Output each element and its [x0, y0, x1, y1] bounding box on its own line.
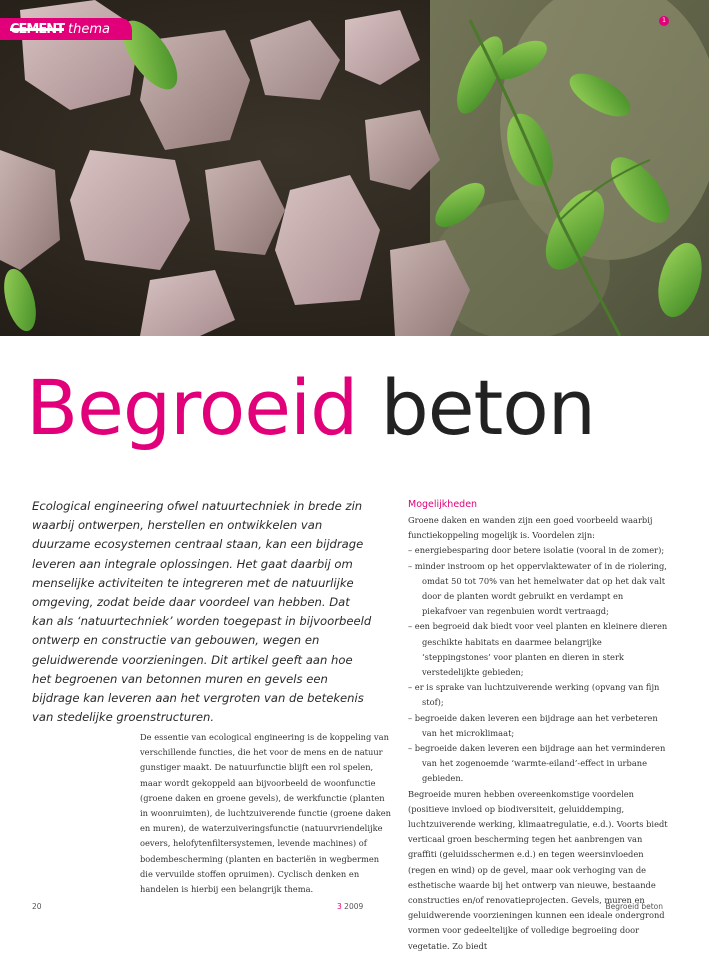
running-title: Begroeid beton — [605, 902, 663, 911]
right-intro: Groene daken en wanden zijn een goed voorbeeld waarbij functiekoppeling mogelijk is. Voordelen zijn: — [408, 515, 653, 541]
page-number: 20 — [32, 902, 42, 911]
section-heading: Mogelijkheden — [408, 499, 478, 510]
right-column — [408, 497, 670, 954]
intro-paragraph: Ecological engineering ofwel natuurtechniek in brede zin waarbij ontwerpen, herstellen en ontwikkelen van duurzame ecosystemen centraal staan, kan een bijdrage leveren aan integrale oplossingen. Het gaat daarbij om menselijke activiteiten te integreren met de natuurlijke omgeving, zodat beide daar voordeel van hebben. Dat kan als ‘natuurtechniek’ worden toegepast in bijvoorbeeld ontwerp en constructie van gebouwen, wegen en geluidwerende voorzieningen. Dit artikel geeft aan hoe het begroenen van betonnen muren en gevels een bijdrage kan leveren aan het vergroten van de betekenis van stedelijke groenstructuren. — [32, 499, 372, 725]
title-part-2: beton — [380, 363, 595, 452]
section-label: thema — [68, 21, 110, 37]
list-item: – er is sprake van luchtzuiverende werking (opvang van fijn stof); — [408, 680, 670, 710]
title-part-1: Begroeid — [26, 363, 358, 452]
section-tag — [0, 18, 132, 40]
brand-logo: CEMENT — [10, 21, 64, 37]
issue-label — [337, 902, 363, 911]
issue-year: 2009 — [344, 902, 364, 911]
page-marker: 1 — [659, 16, 669, 26]
article-title — [26, 360, 595, 456]
hero-photo-illustration — [0, 0, 709, 336]
list-item: – begroeide daken leveren een bijdrage aan het verminderen van het zogenoemde ‘warmte-eiland’-effect in urbane gebieden. — [408, 741, 670, 787]
body-paragraph: De essentie van ecological engineering is de koppeling van verschillende functies, die het voor de mens en de natuur gunstiger maakt. De natuurfunctie blijft een rol spelen, maar wordt gekoppeld aan bijvoorbeeld de woonfunctie (groene daken en groene gevels), de werkfunctie (planten in woonruimten), de luchtzuiverende functie (groene daken en muren), de waterzuiveringsfunctie (natuurvriendelijke oevers, helofytenfiltersystemen, levende machines) of bodembescherming (planten en bacteriën in wegbermen die vervuilde stoffen opruimen). Cyclisch denken en handelen is hierbij een belangrijk thema. — [140, 732, 392, 895]
list-item: – minder instroom op het oppervlaktewater of in de riolering, omdat 50 tot 70% van het hemelwater dat op het dak valt door de planten wordt gebruikt en verdampt en piekafvoer van regenbuien wordt vertraagd; — [408, 559, 670, 620]
list-item: – begroeide daken leveren een bijdrage aan het verbeteren van het microklimaat; — [408, 711, 670, 741]
list-item: – energiebesparing door betere isolatie (vooral in de zomer); — [408, 543, 670, 558]
benefits-list — [408, 543, 670, 786]
hero-photo — [0, 0, 709, 336]
issue-number: 3 — [337, 902, 342, 911]
right-closing: Begroeide muren hebben overeenkomstige voordelen (positieve invloed op biodiversiteit, geluiddemping, luchtzuiverende werking, klimaatregulatie, e.d.). Voorts biedt verticaal groen bescherming tegen het aanbrengen van graffiti (geluidsschermen e.d.) en tegen weersinvloeden (regen en wind) op de gevel, maar ook verhoging van de esthetische waarde bij het ontwerp van nieuwe, bestaande constructies en/of renovatieprojecten. Gevels, muren en geluidwerende voorzieningen kunnen een ideale ondergrond vormen voor gedeeltelijke of volledige begroeiing door vegetatie. Zo biedt — [408, 788, 668, 951]
list-item: – een begroeid dak biedt voor veel planten en kleinere dieren geschikte habitats en daarmee belangrijke ‘steppingstones’ voor planten en dieren in sterk verstedelijkte gebieden; — [408, 619, 670, 680]
